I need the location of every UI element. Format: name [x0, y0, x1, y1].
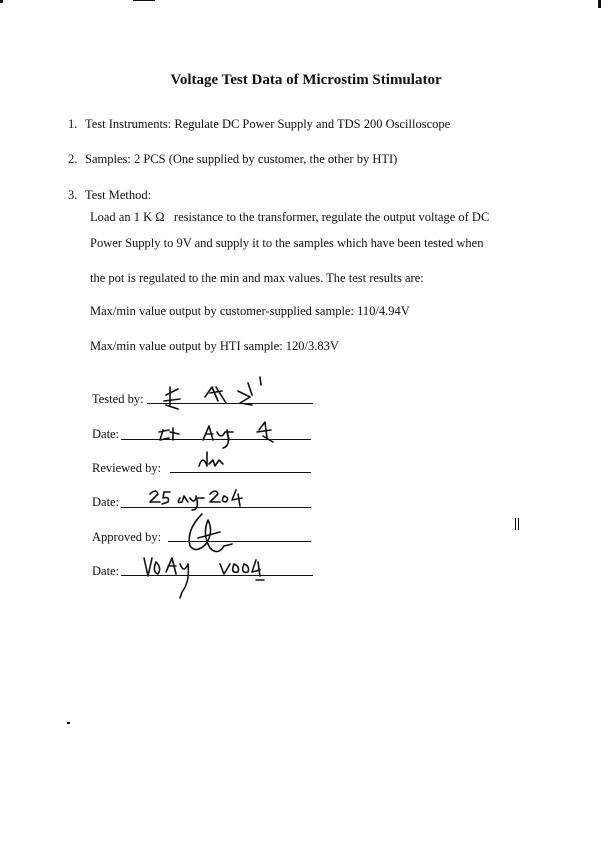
date-1-handwritten	[155, 418, 285, 448]
method-line-2: Power Supply to 9V and supply it to the samples which have been tested when	[90, 236, 484, 250]
item-3-text: Test Method:	[85, 188, 152, 202]
tested-by-label: Tested by:	[92, 392, 144, 406]
reviewed-by-label: Reviewed by:	[92, 461, 162, 475]
item-1-text: Test Instruments: Regulate DC Power Supply and TDS 200 Oscilloscope	[85, 117, 451, 131]
reviewed-by-line	[170, 472, 311, 473]
date-1-label: Date:	[92, 427, 120, 441]
tested-by-signature	[160, 375, 270, 410]
scan-artifact-right-margin	[515, 518, 516, 530]
page-title: Voltage Test Data of Microstim Stimulator	[170, 72, 442, 88]
date-3-handwritten	[140, 552, 280, 600]
item-2	[68, 152, 398, 167]
result-customer-sample: Max/min value output by customer-supplied sample: 110/4.94V	[90, 304, 410, 318]
scan-artifact-right-margin-2	[518, 518, 519, 530]
scan-artifact-top-center	[133, 0, 155, 1]
date-3-label: Date:	[92, 564, 120, 578]
date-2-label: Date:	[92, 495, 120, 509]
method-line-1: Load an 1 K Ω resistance to the transformer, regulate the output voltage of DC	[90, 210, 490, 224]
method-line-3: the pot is regulated to the min and max values. The test results are:	[90, 271, 424, 285]
reviewed-by-signature	[195, 448, 235, 474]
approved-by-signature	[180, 510, 240, 558]
scan-artifact-top-left	[0, 0, 3, 3]
approved-by-label: Approved by:	[92, 530, 162, 544]
item-3	[68, 188, 152, 203]
scan-artifact-top-right	[598, 0, 601, 8]
item-2-number: 2.	[68, 152, 78, 166]
result-hti-sample: Max/min value output by HTI sample: 120/3.83V	[90, 339, 339, 353]
item-2-text: Samples: 2 PCS (One supplied by customer, the other by HTI)	[85, 152, 398, 166]
item-3-number: 3.	[68, 188, 78, 202]
scan-artifact-bottom-left	[67, 722, 70, 724]
item-1-number: 1.	[68, 117, 78, 131]
item-1	[68, 117, 451, 132]
